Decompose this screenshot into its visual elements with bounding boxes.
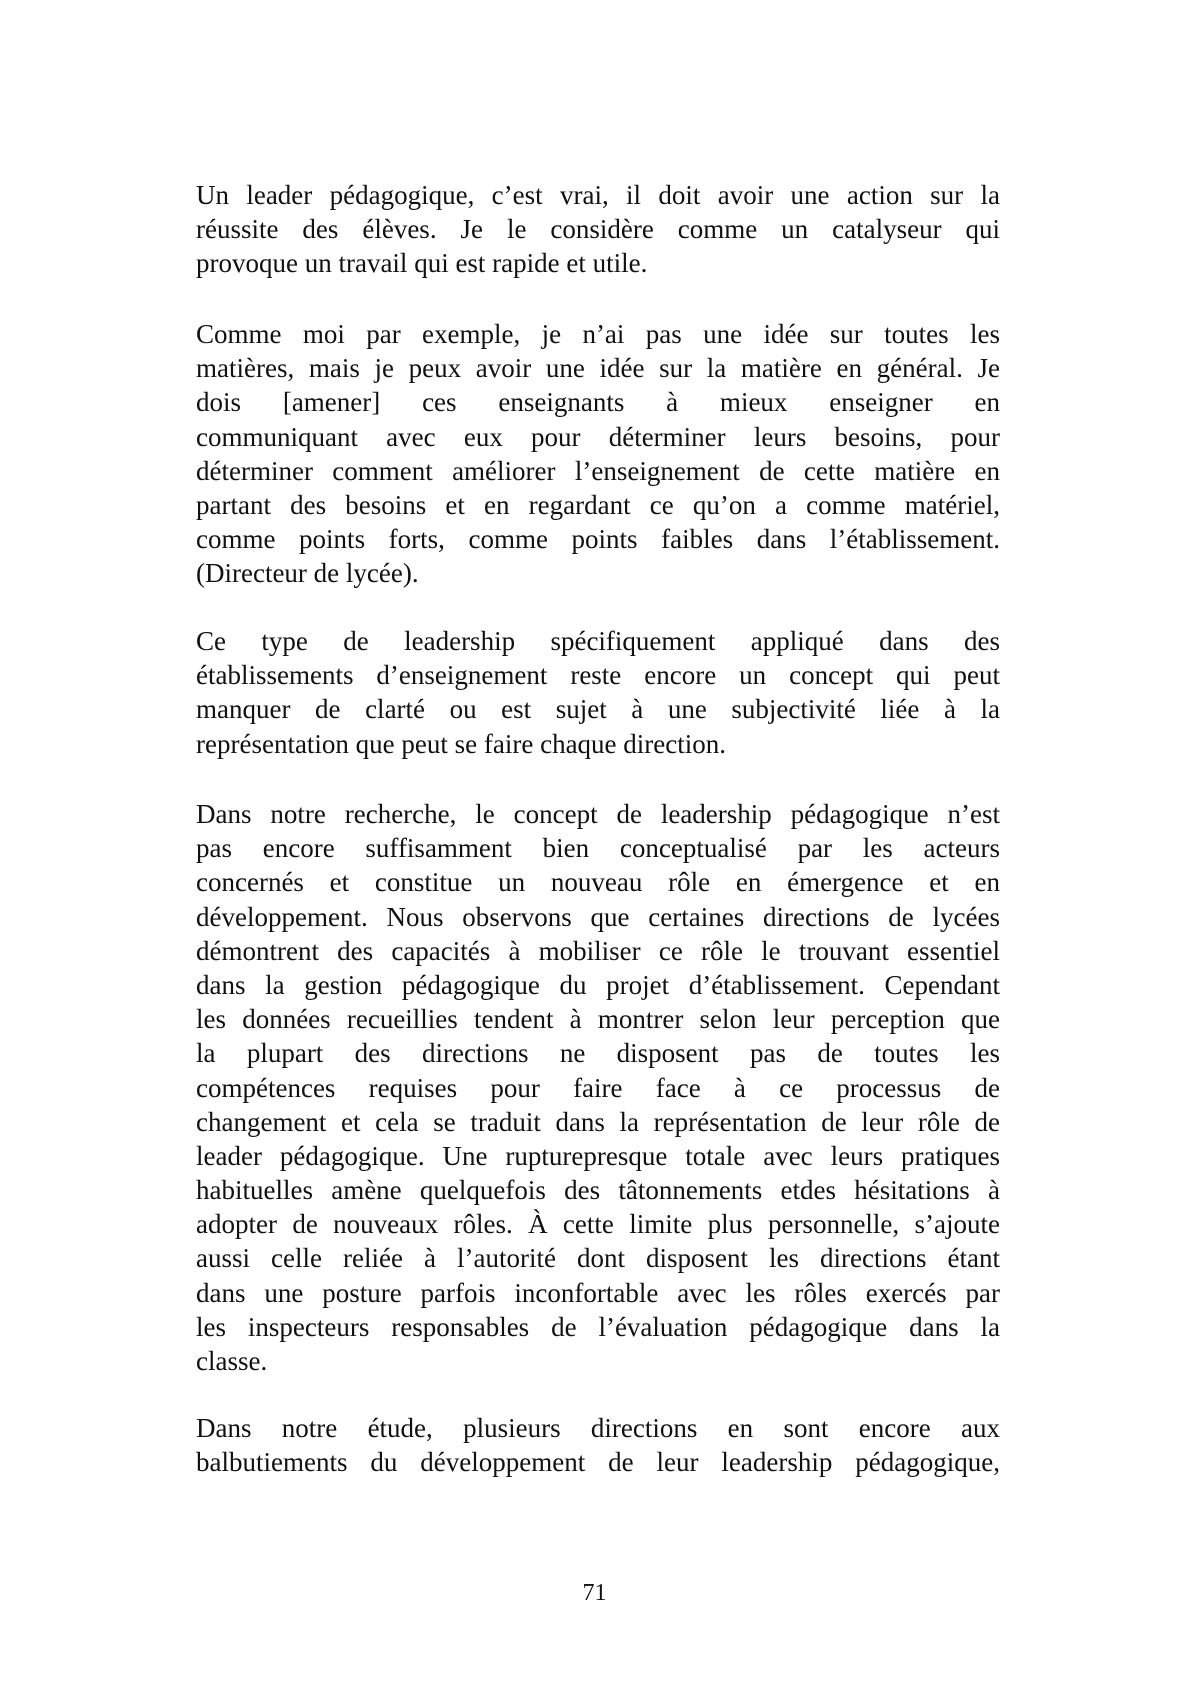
text-line: dans une posture parfois inconfortable avec les rôles exercés par bbox=[196, 1277, 1000, 1308]
paragraph-quote-intro bbox=[196, 178, 1000, 281]
text-line: comme points forts, comme points faibles dans l’établissement. bbox=[196, 524, 1000, 555]
text-line: déterminer comment améliorer l’enseignement de cette matière en bbox=[196, 455, 1000, 486]
text-line: Dans notre recherche, le concept de leadership pédagogique n’est bbox=[196, 799, 1000, 829]
text-line: représentation que peut se faire chaque direction. bbox=[196, 728, 727, 759]
text-line: concernés et constitue un nouveau rôle en émergence et en bbox=[196, 867, 1000, 898]
text-line: Ce type de leadership spécifiquement appliqué dans des bbox=[196, 626, 1000, 656]
text-line: compétences requises pour faire face à ce processus de bbox=[196, 1072, 1000, 1103]
text-line: dois [amener] ces enseignants à mieux enseigner en bbox=[196, 387, 1000, 418]
text-line: habituelles amène quelquefois des tâtonnements etdes hésitations à bbox=[196, 1175, 1000, 1206]
text-line: établissements d’enseignement reste encore un concept qui peut bbox=[196, 660, 1000, 691]
text-line: la plupart des directions ne disposent pas de toutes les bbox=[196, 1038, 1000, 1069]
text-line: adopter de nouveaux rôles. À cette limite plus personnelle, s’ajoute bbox=[196, 1209, 1000, 1240]
text-line: aussi celle reliée à l’autorité dont disposent les directions étant bbox=[196, 1243, 1000, 1274]
text-line: Dans notre étude, plusieurs directions en sont encore aux bbox=[196, 1413, 1000, 1443]
text-line: développement. Nous observons que certaines directions de lycées bbox=[196, 901, 1000, 932]
text-line: les inspecteurs responsables de l’évaluation pédagogique dans la bbox=[196, 1311, 1000, 1342]
text-line: réussite des élèves. Je le considère comme un catalyseur qui bbox=[196, 214, 1000, 245]
paragraph-leadership-type bbox=[196, 624, 1000, 761]
text-line: leader pédagogique. Une rupturepresque totale avec leurs pratiques bbox=[196, 1140, 1000, 1171]
paragraph-quote-director bbox=[196, 317, 1000, 591]
text-line: provoque un travail qui est rapide et utile. bbox=[196, 248, 648, 279]
text-line: pas encore suffisamment bien conceptualisé par les acteurs bbox=[196, 833, 1000, 864]
paragraph-study-conclusion bbox=[196, 1411, 1000, 1479]
text-line: les données recueillies tendent à montrer selon leur perception que bbox=[196, 1004, 1000, 1035]
text-line: balbutiements du développement de leur leadership pédagogique, bbox=[196, 1447, 1000, 1478]
text-line: matières, mais je peux avoir une idée sur la matière en général. Je bbox=[196, 353, 1000, 384]
page-number: 71 bbox=[582, 1580, 607, 1606]
text-line: classe. bbox=[196, 1346, 268, 1376]
text-line: (Directeur de lycée). bbox=[196, 558, 419, 589]
text-line: Un leader pédagogique, c’est vrai, il doit avoir une action sur la bbox=[196, 180, 1000, 210]
text-line: dans la gestion pédagogique du projet d’établissement. Cependant bbox=[196, 969, 1000, 1000]
text-line: Comme moi par exemple, je n’ai pas une idée sur toutes les bbox=[196, 319, 1000, 349]
text-line: démontrent des capacités à mobiliser ce rôle le trouvant essentiel bbox=[196, 935, 1000, 966]
text-line: changement et cela se traduit dans la représentation de leur rôle de bbox=[196, 1106, 1000, 1137]
text-line: manquer de clarté ou est sujet à une subjectivité liée à la bbox=[196, 694, 1000, 725]
text-line: communiquant avec eux pour déterminer leurs besoins, pour bbox=[196, 421, 1000, 452]
text-line: partant des besoins et en regardant ce qu’on a comme matériel, bbox=[196, 489, 1000, 520]
paragraph-research-findings bbox=[196, 797, 1000, 1378]
